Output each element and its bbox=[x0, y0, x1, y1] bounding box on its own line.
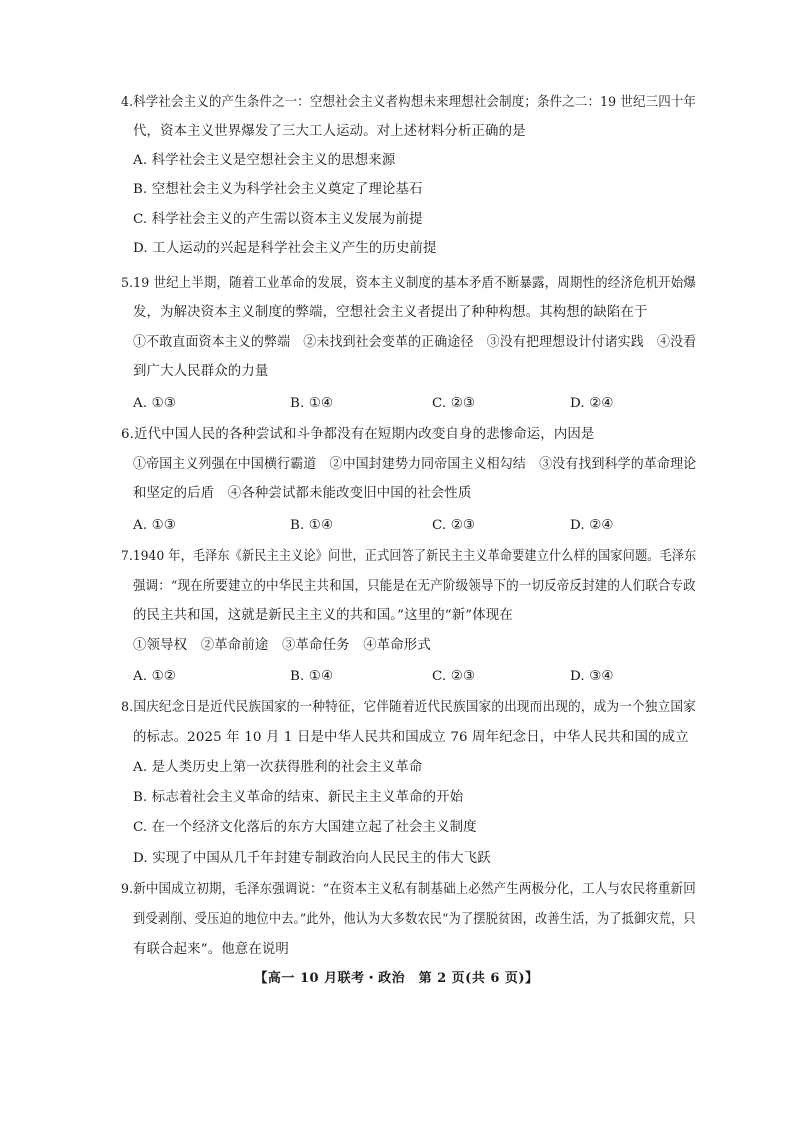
question-stem: 7.1940 年，毛泽东《新民主主义论》问世，正式回答了新民主主义革命要建立什么样的国家问题。毛泽东 bbox=[121, 549, 697, 564]
question-stem: 4.科学社会主义的产生条件之一：空想社会主义者构想未来理想社会制度；条件之二：19 世纪三四十年 bbox=[121, 95, 697, 110]
option-b[interactable]: B. ①④ bbox=[290, 396, 334, 411]
option-d[interactable]: D. 工人运动的兴起是科学社会主义产生的历史前提 bbox=[133, 241, 437, 256]
question-stem: 有联合起来”。他意在说明 bbox=[133, 942, 289, 957]
question-stem: 6.近代中国人民的各种尝试和斗争都没有在短期内改变自身的悲惨命运，内因是 bbox=[121, 427, 595, 442]
option-a[interactable]: A. ①③ bbox=[133, 518, 176, 533]
option-a[interactable]: A. 是人类历史上第一次获得胜利的社会主义革命 bbox=[133, 760, 423, 775]
question-stem: 代，资本主义世界爆发了三大工人运动。对上述材料分析正确的是 bbox=[133, 124, 526, 139]
question-stem: 的标志。2025 年 10 月 1 日是中华人民共和国成立 76 周年纪念日，中华人民共和国的成立 bbox=[133, 730, 689, 745]
question-stem: 9.新中国成立初期，毛泽东强调说：“在资本主义私有制基础上必然产生两极分化，工人与农民将重新回 bbox=[121, 882, 696, 897]
statement-items: ①帝国主义列强在中国横行霸道 ②中国封建势力同帝国主义相勾结 ③没有找到科学的革命理论 bbox=[133, 457, 697, 472]
page-footer: 【高一 10 月联考・政治 第 2 页(共 6 页)】 bbox=[254, 971, 539, 986]
option-a[interactable]: A. ①③ bbox=[133, 396, 176, 411]
question-stem: 8.国庆纪念日是近代民族国家的一种特征，它伴随着近代民族国家的出现而出现的，成为一个独立国家 bbox=[121, 700, 696, 715]
option-c[interactable]: C. 科学社会主义的产生需以资本主义发展为前提 bbox=[133, 212, 423, 227]
question-stem: 发，为解决资本主义制度的弊端，空想社会主义者提出了种种构想。其构想的缺陷在于 bbox=[133, 305, 648, 320]
option-b[interactable]: B. ①④ bbox=[290, 669, 334, 684]
option-d[interactable]: D. ②④ bbox=[570, 518, 614, 533]
statement-items: ①领导权 ②革命前途 ③革命任务 ④革命形式 bbox=[133, 638, 431, 653]
option-c[interactable]: C. ②③ bbox=[432, 518, 476, 533]
option-a[interactable]: A. 科学社会主义是空想社会主义的思想来源 bbox=[133, 153, 396, 168]
option-d[interactable]: D. ③④ bbox=[570, 669, 614, 684]
option-d[interactable]: D. ②④ bbox=[570, 396, 614, 411]
option-b[interactable]: B. 标志着社会主义革命的结束、新民主主义革命的开始 bbox=[133, 790, 464, 805]
option-a[interactable]: A. ①② bbox=[133, 669, 176, 684]
question-stem: 5.19 世纪上半期，随着工业革命的发展，资本主义制度的基本矛盾不断暴露，周期性的经济危机开始爆 bbox=[121, 276, 697, 291]
option-b[interactable]: B. 空想社会主义为科学社会主义奠定了理论基石 bbox=[133, 182, 423, 197]
question-stem: 到受剥削、受压迫的地位中去。”此外，他认为大多数农民“为了摆脱贫困，改善生活，为了抵御灾荒，只 bbox=[133, 912, 696, 927]
option-c[interactable]: C. 在一个经济文化落后的东方大国建立起了社会主义制度 bbox=[133, 820, 477, 835]
statement-items: ①不敢直面资本主义的弊端 ②未找到社会变革的正确途径 ③没有把理想设计付诸实践 ④没看 bbox=[133, 335, 697, 350]
question-stem: 强调：“现在所要建立的中华民主共和国，只能是在无产阶级领导下的一切反帝反封建的人们联合专政 bbox=[133, 579, 696, 594]
option-b[interactable]: B. ①④ bbox=[290, 518, 334, 533]
statement-items: 到广大人民群众的力量 bbox=[133, 364, 269, 379]
option-d[interactable]: D. 实现了中国从几千年封建专制政治向人民民主的伟大飞跃 bbox=[133, 851, 491, 866]
statement-items: 和坚定的后盾 ④各种尝试都未能改变旧中国的社会性质 bbox=[133, 486, 472, 501]
option-c[interactable]: C. ②③ bbox=[432, 669, 476, 684]
option-c[interactable]: C. ②③ bbox=[432, 396, 476, 411]
question-stem: 的民主共和国，这就是新民主主义的共和国。”这里的“新”体现在 bbox=[133, 608, 513, 623]
